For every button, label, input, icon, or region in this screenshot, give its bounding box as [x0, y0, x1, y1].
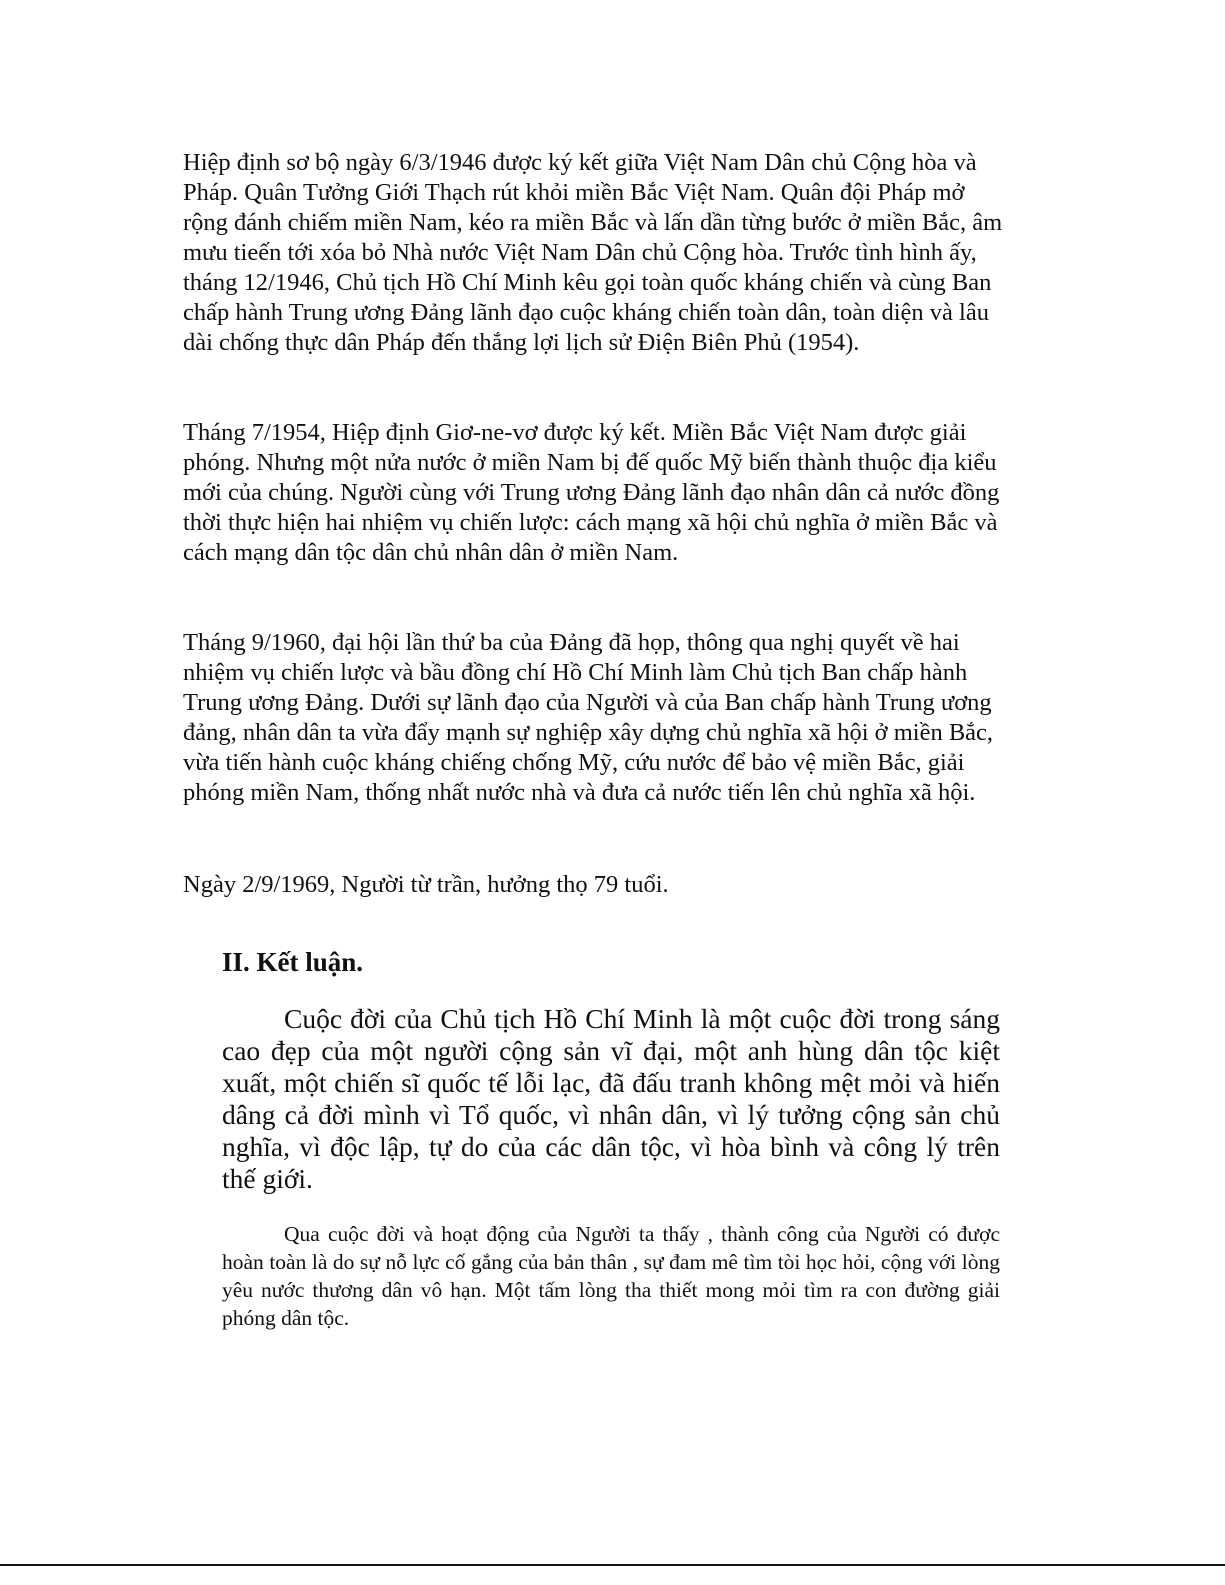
section-heading-conclusion: II. Kết luận.: [222, 947, 364, 977]
paragraph-1969-death: Ngày 2/9/1969, Người từ trần, hưởng thọ 79 tuổi.: [183, 871, 669, 898]
conclusion-paragraph-2: Qua cuộc đời và hoạt động của Người ta thấy , thành công của Người có được hoàn toàn là do sự nỗ lực cố gắng của bản thân , sự đam mê tìm tòi học hỏi, cộng với lòng yêu nước thương dân vô hạn. Một tấm lòng tha thiết mong mỏi tìm ra con đường giải phóng dân tộc.: [222, 1222, 1000, 1330]
paragraph-1960-congress: Tháng 9/1960, đại hội lần thứ ba của Đảng đã họp, thông qua nghị quyết về hai nhiệm vụ chiến lược và bầu đồng chí Hồ Chí Minh làm Chủ tịch Ban chấp hành Trung ương Đảng. Dưới sự lãnh đạo của Người và của Ban chấp hành Trung ương đảng, nhân dân ta vừa đẩy mạnh sự nghiệp xây dựng chủ nghĩa xã hội ở miền Bắc, vừa tiến hành cuộc kháng chiếng chống Mỹ, cứu nước để bảo vệ miền Bắc, giải phóng miền Nam, thống nhất nước nhà và đưa cả nước tiến lên chủ nghĩa xã hội.: [183, 629, 994, 806]
conclusion-paragraph-1: Cuộc đời của Chủ tịch Hồ Chí Minh là một cuộc đời trong sáng cao đẹp của một người cộng sản vĩ đại, một anh hùng dân tộc kiệt xuất, một chiến sĩ quốc tế lỗi lạc, đã đấu tranh không mệt mỏi và hiến dâng cả đời mình vì Tổ quốc, vì nhân dân, vì lý tưởng cộng sản chủ nghĩa, vì độc lập, tự do của các dân tộc, vì hòa bình và công lý trên thế giới.: [222, 1003, 1000, 1194]
page-bottom-rule: [0, 1564, 1225, 1566]
paragraph-1954-geneva: Tháng 7/1954, Hiệp định Giơ-ne-vơ được ký kết. Miền Bắc Việt Nam được giải phóng. Nhưng một nửa nước ở miền Nam bị đế quốc Mỹ biến thành thuộc địa kiểu mới của chúng. Người cùng với Trung ương Đảng lãnh đạo nhân dân cả nước đồng thời thực hiện hai nhiệm vụ chiến lược: cách mạng xã hội chủ nghĩa ở miền Bắc và cách mạng dân tộc dân chủ nhân dân ở miền Nam.: [183, 419, 1000, 566]
paragraph-1946-agreement: Hiệp định sơ bộ ngày 6/3/1946 được ký kết giữa Việt Nam Dân chủ Cộng hòa và Pháp. Quân Tưởng Giới Thạch rút khỏi miền Bắc Việt Nam. Quân đội Pháp mở rộng đánh chiếm miền Nam, kéo ra miền Bắc và lấn dần từng bước ở miền Bắc, âm mưu tieến tới xóa bỏ Nhà nước Việt Nam Dân chủ Cộng hòa. Trước tình hình ấy, tháng 12/1946, Chủ tịch Hồ Chí Minh kêu gọi toàn quốc kháng chiến và cùng Ban chấp hành Trung ương Đảng lãnh đạo cuộc kháng chiến toàn dân, toàn diện và lâu dài chống thực dân Pháp đến thắng lợi lịch sử Điện Biên Phủ (1954).: [183, 149, 1003, 356]
